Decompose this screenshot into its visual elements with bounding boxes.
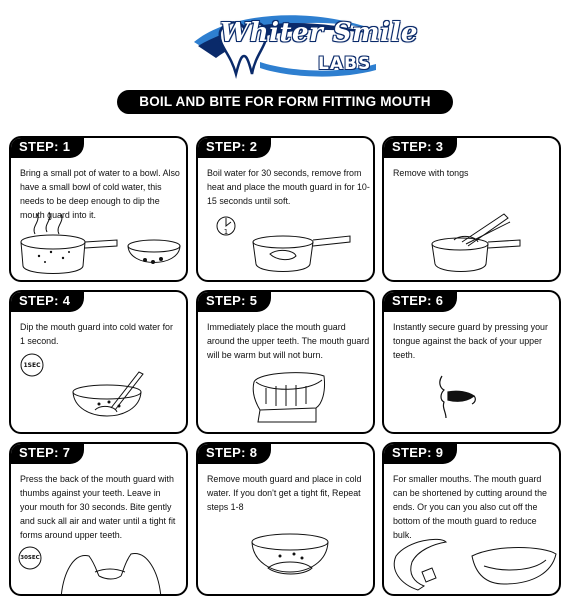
step-card-1 <box>9 136 188 282</box>
face-profile-illustration <box>384 292 561 434</box>
step-card-4 <box>9 290 188 434</box>
step-instructions: Remove with tongs <box>393 168 469 178</box>
logo-labs-text: LABS <box>318 54 372 74</box>
step-card-8 <box>196 442 375 596</box>
step-label: STEP: 6 <box>382 290 457 312</box>
step-card-3 <box>382 136 561 282</box>
page-title: BOIL AND BITE FOR FORM FITTING MOUTH GUARD <box>117 90 453 114</box>
step-instructions: Bring a small pot of water to a bowl. Also have a small bowl of cold water, this needs to be deep enough to dip the mouth guard into it. <box>20 168 180 220</box>
timer-icon: 30SEC <box>20 555 40 561</box>
step-label: STEP: 7 <box>9 442 84 464</box>
step-instructions: Remove mouth guard and place in cold water. If you don't get a tight fit, Repeat steps 1-8 <box>207 474 362 512</box>
step-label: STEP: 3 <box>382 136 457 158</box>
guard-on-teeth-illustration <box>198 292 375 434</box>
step-card-6 <box>382 290 561 434</box>
guard-in-cold-water-illustration <box>198 444 375 596</box>
step-instructions: Immediately place the mouth guard around the upper teeth. The mouth guard will be warm but will not burn. <box>207 322 370 360</box>
step-card-5 <box>196 290 375 434</box>
step-card-7 <box>9 442 188 596</box>
step-instructions: Boil water for 30 seconds, remove from heat and place the mouth guard in for 10-15 seconds until soft. <box>207 168 370 206</box>
step-instructions: Instantly secure guard by pressing your tongue against the back of your upper teeth. <box>393 322 548 360</box>
pot-with-tongs-illustration <box>384 138 561 282</box>
step-instructions: Press the back of the mouth guard with thumbs against your teeth. Leave in your mouth for 30 seconds. Bite gently and suck all air and water until a tight fit forms around upper teeth. <box>20 474 176 540</box>
step-label: STEP: 2 <box>196 136 271 158</box>
step-label: STEP: 5 <box>196 290 271 312</box>
step-card-2 <box>196 136 375 282</box>
step-label: STEP: 4 <box>9 290 84 312</box>
step-label: STEP: 1 <box>9 136 84 158</box>
logo-brand-text: Whiter Smile <box>220 18 418 48</box>
timer-icon: 1 <box>223 228 229 236</box>
step-instructions: Dip the mouth guard into cold water for 1 second. <box>20 322 173 346</box>
pot-with-guard-illustration <box>198 138 375 282</box>
step-instructions: For smaller mouths. The mouth guard can be shortened by cutting around the ends. Or you can you also cut off the bottom of the mouth guard to reduce bulk. <box>393 474 547 540</box>
timer-icon: 1SEC <box>23 362 41 369</box>
step-label: STEP: 8 <box>196 442 271 464</box>
step-label: STEP: 9 <box>382 442 457 464</box>
step-card-9 <box>382 442 561 596</box>
